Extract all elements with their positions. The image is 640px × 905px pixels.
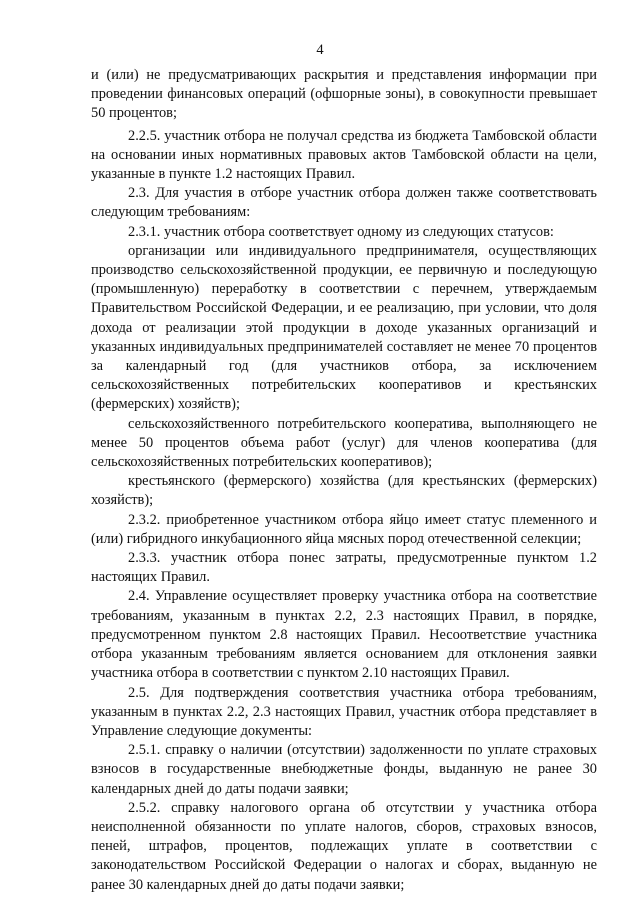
paragraph-status-organizations: организации или индивидуального предпринимателя, осуществляющих производство сельскохозяйственной продукции, ее первичную и последующую (промышленную) переработку в соответствии с перечнем, утверждаемым Правительством Российской Федерации, и ее реализацию, при условии, что доля дохода от реализации этой продукции в доходе указанных организаций и указанных индивидуальных предпринимателей составляет не менее 70 процентов за календарный год (для участников отбора, за исключением сельскохозяйственных потребительских кооперативов и крестьянских (фермерских) хозяйств); [91, 242, 597, 413]
paragraph-2-2-5: 2.2.5. участник отбора не получал средства из бюджета Тамбовской области на основании иных нормативных правовых актов Тамбовской области на цели, указанные в пункте 1.2 настоящих Правил. [91, 127, 597, 183]
paragraph-2-5: 2.5. Для подтверждения соответствия участника отбора требованиям, указанным в пунктах 2.2, 2.3 настоящих Правил, участник отбора представляет в Управление следующие документы: [91, 684, 597, 739]
page-number: 4 [316, 42, 324, 58]
paragraph-2-3-3: 2.3.3. участник отбора понес затраты, предусмотренные пунктом 1.2 настоящих Правил. [91, 550, 597, 586]
paragraph-status-cooperative: сельскохозяйственного потребительского кооператива, выполняющего не менее 50 процентов объема работ (услуг) для членов кооператива (для сельскохозяйственных потребительских кооперативов); [91, 415, 597, 471]
paragraph-2-5-2: 2.5.2. справку налогового органа об отсутствии у участника отбора неисполненной обязанности по уплате налогов, сборов, страховых взносов, пеней, штрафов, процентов, подлежащих уплате в соответствии с законодательством Российской Федерации о налогах и сборах, выданную не ранее 30 календарных дней до даты подачи заявки; [91, 799, 597, 893]
paragraph-2-4: 2.4. Управление осуществляет проверку участника отбора на соответствие требованиям, указанным в пунктах 2.2, 2.3 настоящих Правил, в порядке, предусмотренном пунктом 2.8 настоящих Правил. Несоответствие участника отбора указанным требованиям является основанием для отклонения заявки участника отбора в соответствии с пунктом 2.10 настоящих Правил. [91, 588, 597, 682]
paragraph-status-farm: крестьянского (фермерского) хозяйства (для крестьянских (фермерских) хозяйств); [91, 473, 597, 509]
paragraph-offshore-continuation: и (или) не предусматривающих раскрытия и представления информации при проведении финансовых операций (офшорные зоны), в совокупности превышает 50 процентов; [91, 67, 597, 122]
paragraph-2-3: 2.3. Для участия в отборе участник отбора должен также соответствовать следующим требованиям: [91, 185, 597, 221]
paragraph-2-5-1: 2.5.1. справку о наличии (отсутствии) задолженности по уплате страховых взносов в государственные внебюджетные фонды, выданную не ранее 30 календарных дней до даты подачи заявки; [91, 742, 597, 797]
paragraph-2-3-2: 2.3.2. приобретенное участником отбора яйцо имеет статус племенного и (или) гибридного инкубационного яйца мясных пород отечественной селекции; [91, 511, 597, 547]
paragraph-2-3-1: 2.3.1. участник отбора соответствует одному из следующих статусов: [128, 223, 554, 240]
document-body [91, 66, 597, 895]
